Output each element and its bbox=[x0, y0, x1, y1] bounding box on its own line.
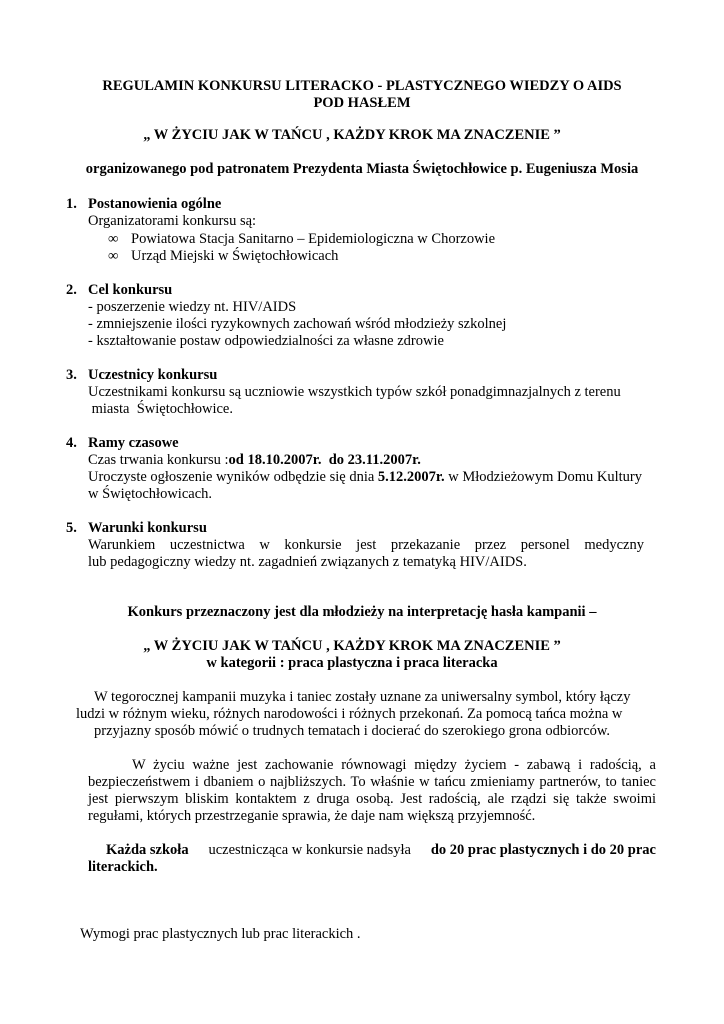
balance-paragraph-line: regułami, których przestrzeganie sprawia, że daje nam większą przyjemność. bbox=[88, 808, 536, 824]
results-text: Uroczyste ogłoszenie wyników odbędzie się dnia bbox=[88, 469, 378, 485]
balance-paragraph-line: bezpieczeństwem i dbaniem o najbliższych. To właśnie w tańcu zmieniamy partnerów, to taniec bbox=[88, 774, 656, 790]
goal-item: - zmniejszenie ilości ryzykownych zachowań wśród młodzieży szkolnej bbox=[88, 316, 507, 332]
section-title-goal: Cel konkursu bbox=[88, 282, 173, 298]
infinity-bullet-icon: ∞ bbox=[108, 248, 119, 264]
section-title-participants: Uczestnicy konkursu bbox=[88, 367, 218, 383]
campaign-slogan: „ W ŻYCIU JAK W TAŃCU , KAŻDY KROK MA ZNACZENIE ” bbox=[143, 638, 561, 654]
section-number: 5. bbox=[66, 520, 77, 536]
results-date: 5.12.2007r. bbox=[377, 469, 445, 485]
campaign-paragraph-line: przyjazny sposób mówić o trudnych tematach i docierać do szerokiego grona odbiorców. bbox=[94, 723, 611, 739]
organizer-item: Urząd Miejski w Świętochłowicach bbox=[131, 248, 339, 264]
submission-school: Każda szkoła bbox=[106, 842, 189, 858]
submission-line2: literackich. bbox=[88, 859, 158, 875]
section-number: 3. bbox=[66, 367, 77, 383]
campaign-categories: w kategorii : praca plastyczna i praca literacka bbox=[206, 655, 498, 671]
campaign-paragraph-line: ludzi w różnym wieku, różnych narodowości i różnych przekonań. Za pomocą tańca można w bbox=[76, 706, 623, 722]
section-number: 1. bbox=[66, 196, 77, 212]
section-title-general: Postanowienia ogólne bbox=[88, 196, 222, 212]
goal-item: - poszerzenie wiedzy nt. HIV/AIDS bbox=[88, 299, 297, 315]
conditions-text-line2: lub pedagogiczny wiedzy nt. zagadnień związanych z tematyką HIV/AIDS. bbox=[88, 554, 527, 570]
document-title-line1: REGULAMIN KONKURSU LITERACKO - PLASTYCZNEGO WIEDZY O AIDS bbox=[102, 78, 622, 94]
results-venue: w Młodzieżowym Domu Kultury bbox=[444, 469, 642, 485]
submission-text: uczestnicząca w konkursie nadsyła bbox=[204, 842, 415, 858]
submission-limits: do 20 prac plastycznych i do 20 prac bbox=[430, 842, 656, 858]
participants-text: Uczestnikami konkursu są uczniowie wszystkich typów szkół ponadgimnazjalnych z terenu bbox=[88, 384, 621, 400]
section-title-conditions: Warunki konkursu bbox=[88, 520, 207, 536]
section-number: 4. bbox=[66, 435, 77, 451]
duration-label: Czas trwania konkursu : bbox=[88, 452, 229, 468]
balance-paragraph-line: W życiu ważne jest zachowanie równowagi między życiem - zabawą i radością, a bbox=[132, 757, 656, 773]
duration-dates: od 18.10.2007r. do 23.11.2007r. bbox=[228, 452, 421, 468]
section-title-timeframe: Ramy czasowe bbox=[88, 435, 179, 451]
balance-paragraph-line: jest pierwszym bliskim kontaktem z druga osobą. Jest radością, ale rządzi się także swoimi bbox=[88, 791, 656, 807]
results-line2: w Świętochłowicach. bbox=[88, 486, 213, 502]
conditions-text: Warunkiem uczestnictwa w konkursie jest przekazanie przez personel medyczny bbox=[88, 537, 644, 553]
campaign-paragraph-line: W tegorocznej kampanii muzyka i taniec zostały uznane za uniwersalny symbol, który łączy bbox=[94, 689, 631, 705]
organizer-item: Powiatowa Stacja Sanitarno – Epidemiologiczna w Chorzowie bbox=[131, 231, 496, 247]
infinity-bullet-icon: ∞ bbox=[108, 231, 119, 247]
results-line bbox=[88, 469, 642, 486]
slogan-heading: „ W ŻYCIU JAK W TAŃCU , KAŻDY KROK MA ZNACZENIE ” bbox=[143, 127, 561, 143]
duration-line bbox=[88, 452, 421, 469]
document-title-line2: POD HASŁEM bbox=[313, 95, 411, 111]
campaign-intro: Konkurs przeznaczony jest dla młodzieży na interpretację hasła kampanii – bbox=[127, 604, 597, 620]
requirements-line: Wymogi prac plastycznych lub prac literackich . bbox=[80, 926, 361, 942]
goal-item: - kształtowanie postaw odpowiedzialności za własne zdrowie bbox=[88, 333, 444, 349]
participants-text-line2: miasta Świętochłowice. bbox=[88, 401, 233, 417]
section-number: 2. bbox=[66, 282, 77, 298]
organizers-intro: Organizatorami konkursu są: bbox=[88, 213, 257, 229]
patronage-line: organizowanego pod patronatem Prezydenta Miasta Świętochłowice p. Eugeniusza Mosia bbox=[85, 161, 639, 177]
submission-line bbox=[106, 842, 656, 859]
